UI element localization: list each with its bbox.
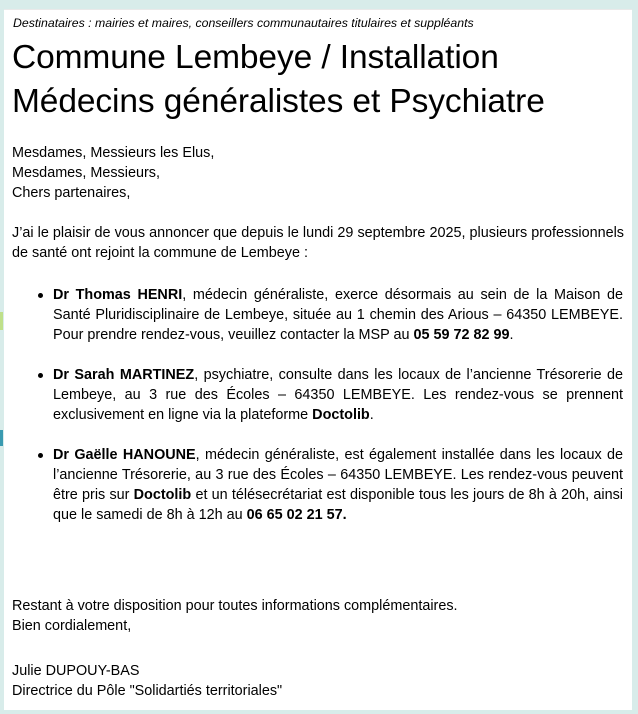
doctor-list	[4, 285, 623, 525]
edge-mark-teal	[0, 430, 3, 446]
doctor-description: , médecin généraliste, est également installée dans les locaux de l’ancienne Trésorerie, au 3 rue des Écoles – 64350 LEMBEYE. Les rendez-vous peuvent être pris sur	[53, 447, 623, 503]
list-item	[4, 285, 623, 345]
greeting-line: Mesdames, Messieurs les Elus,	[12, 145, 215, 161]
recipients-line: Destinataires : mairies et maires, conseillers communautaires titulaires et suppléants	[13, 16, 474, 30]
doctor-name: Dr Gaëlle HANOUNE	[53, 447, 196, 463]
signer-title: Directrice du Pôle "Solidartiés territoriales"	[12, 683, 283, 699]
closing-block	[12, 596, 458, 636]
signature-block	[12, 661, 282, 701]
bullet-icon	[38, 373, 43, 378]
signer-name: Julie DUPOUY-BAS	[12, 663, 140, 679]
message-body	[4, 9, 632, 710]
title-line-1: Commune Lembeye / Installation	[12, 39, 499, 76]
greeting-line: Chers partenaires,	[12, 185, 131, 201]
punctuation: .	[369, 407, 374, 423]
phone-number: 06 65 02 21 57.	[246, 507, 347, 523]
phone-number: 05 59 72 82 99	[413, 327, 510, 343]
doctor-name: Dr Sarah MARTINEZ	[53, 367, 195, 383]
platform-name: Doctolib	[312, 407, 370, 423]
list-item	[4, 365, 623, 425]
page-title	[12, 36, 545, 124]
doctor-description-cont: et un télésecrétariat est disponible tous les jours de 8h à 20h, ainsi que le samedi de 8h à 12h au	[53, 487, 623, 523]
title-line-2: Médecins généralistes et Psychiatre	[12, 83, 545, 120]
platform-name: Doctolib	[133, 487, 192, 503]
punctuation: .	[509, 327, 514, 343]
closing-line: Restant à votre disposition pour toutes informations complémentaires.	[12, 598, 458, 614]
edge-mark-green	[0, 312, 3, 330]
intro-paragraph: J’ai le plaisir de vous annoncer que depuis le lundi 29 septembre 2025, plusieurs professionnels de santé ont rejoint la commune de Lembeye :	[12, 225, 624, 261]
greeting-line: Mesdames, Messieurs,	[12, 165, 160, 181]
bullet-icon	[38, 453, 43, 458]
greeting-block	[12, 143, 214, 203]
closing-line: Bien cordialement,	[12, 618, 132, 634]
bullet-icon	[38, 293, 43, 298]
list-item	[4, 445, 623, 525]
doctor-description: , psychiatre, consulte dans les locaux de l’ancienne Trésorerie de Lembeye, au 3 rue des Écoles – 64350 LEMBEYE. Les rendez-vous se prennent exclusivement en ligne via la plateforme	[53, 367, 624, 423]
doctor-description: , médecin généraliste, exerce désormais au sein de la Maison de Santé Pluridisciplinaire de Lembeye, située au 1 chemin des Arious – 64350 LEMBEYE. Pour prendre rendez-vous, veuillez contacter la MSP au	[53, 287, 624, 343]
doctor-name: Dr Thomas HENRI	[53, 287, 183, 303]
